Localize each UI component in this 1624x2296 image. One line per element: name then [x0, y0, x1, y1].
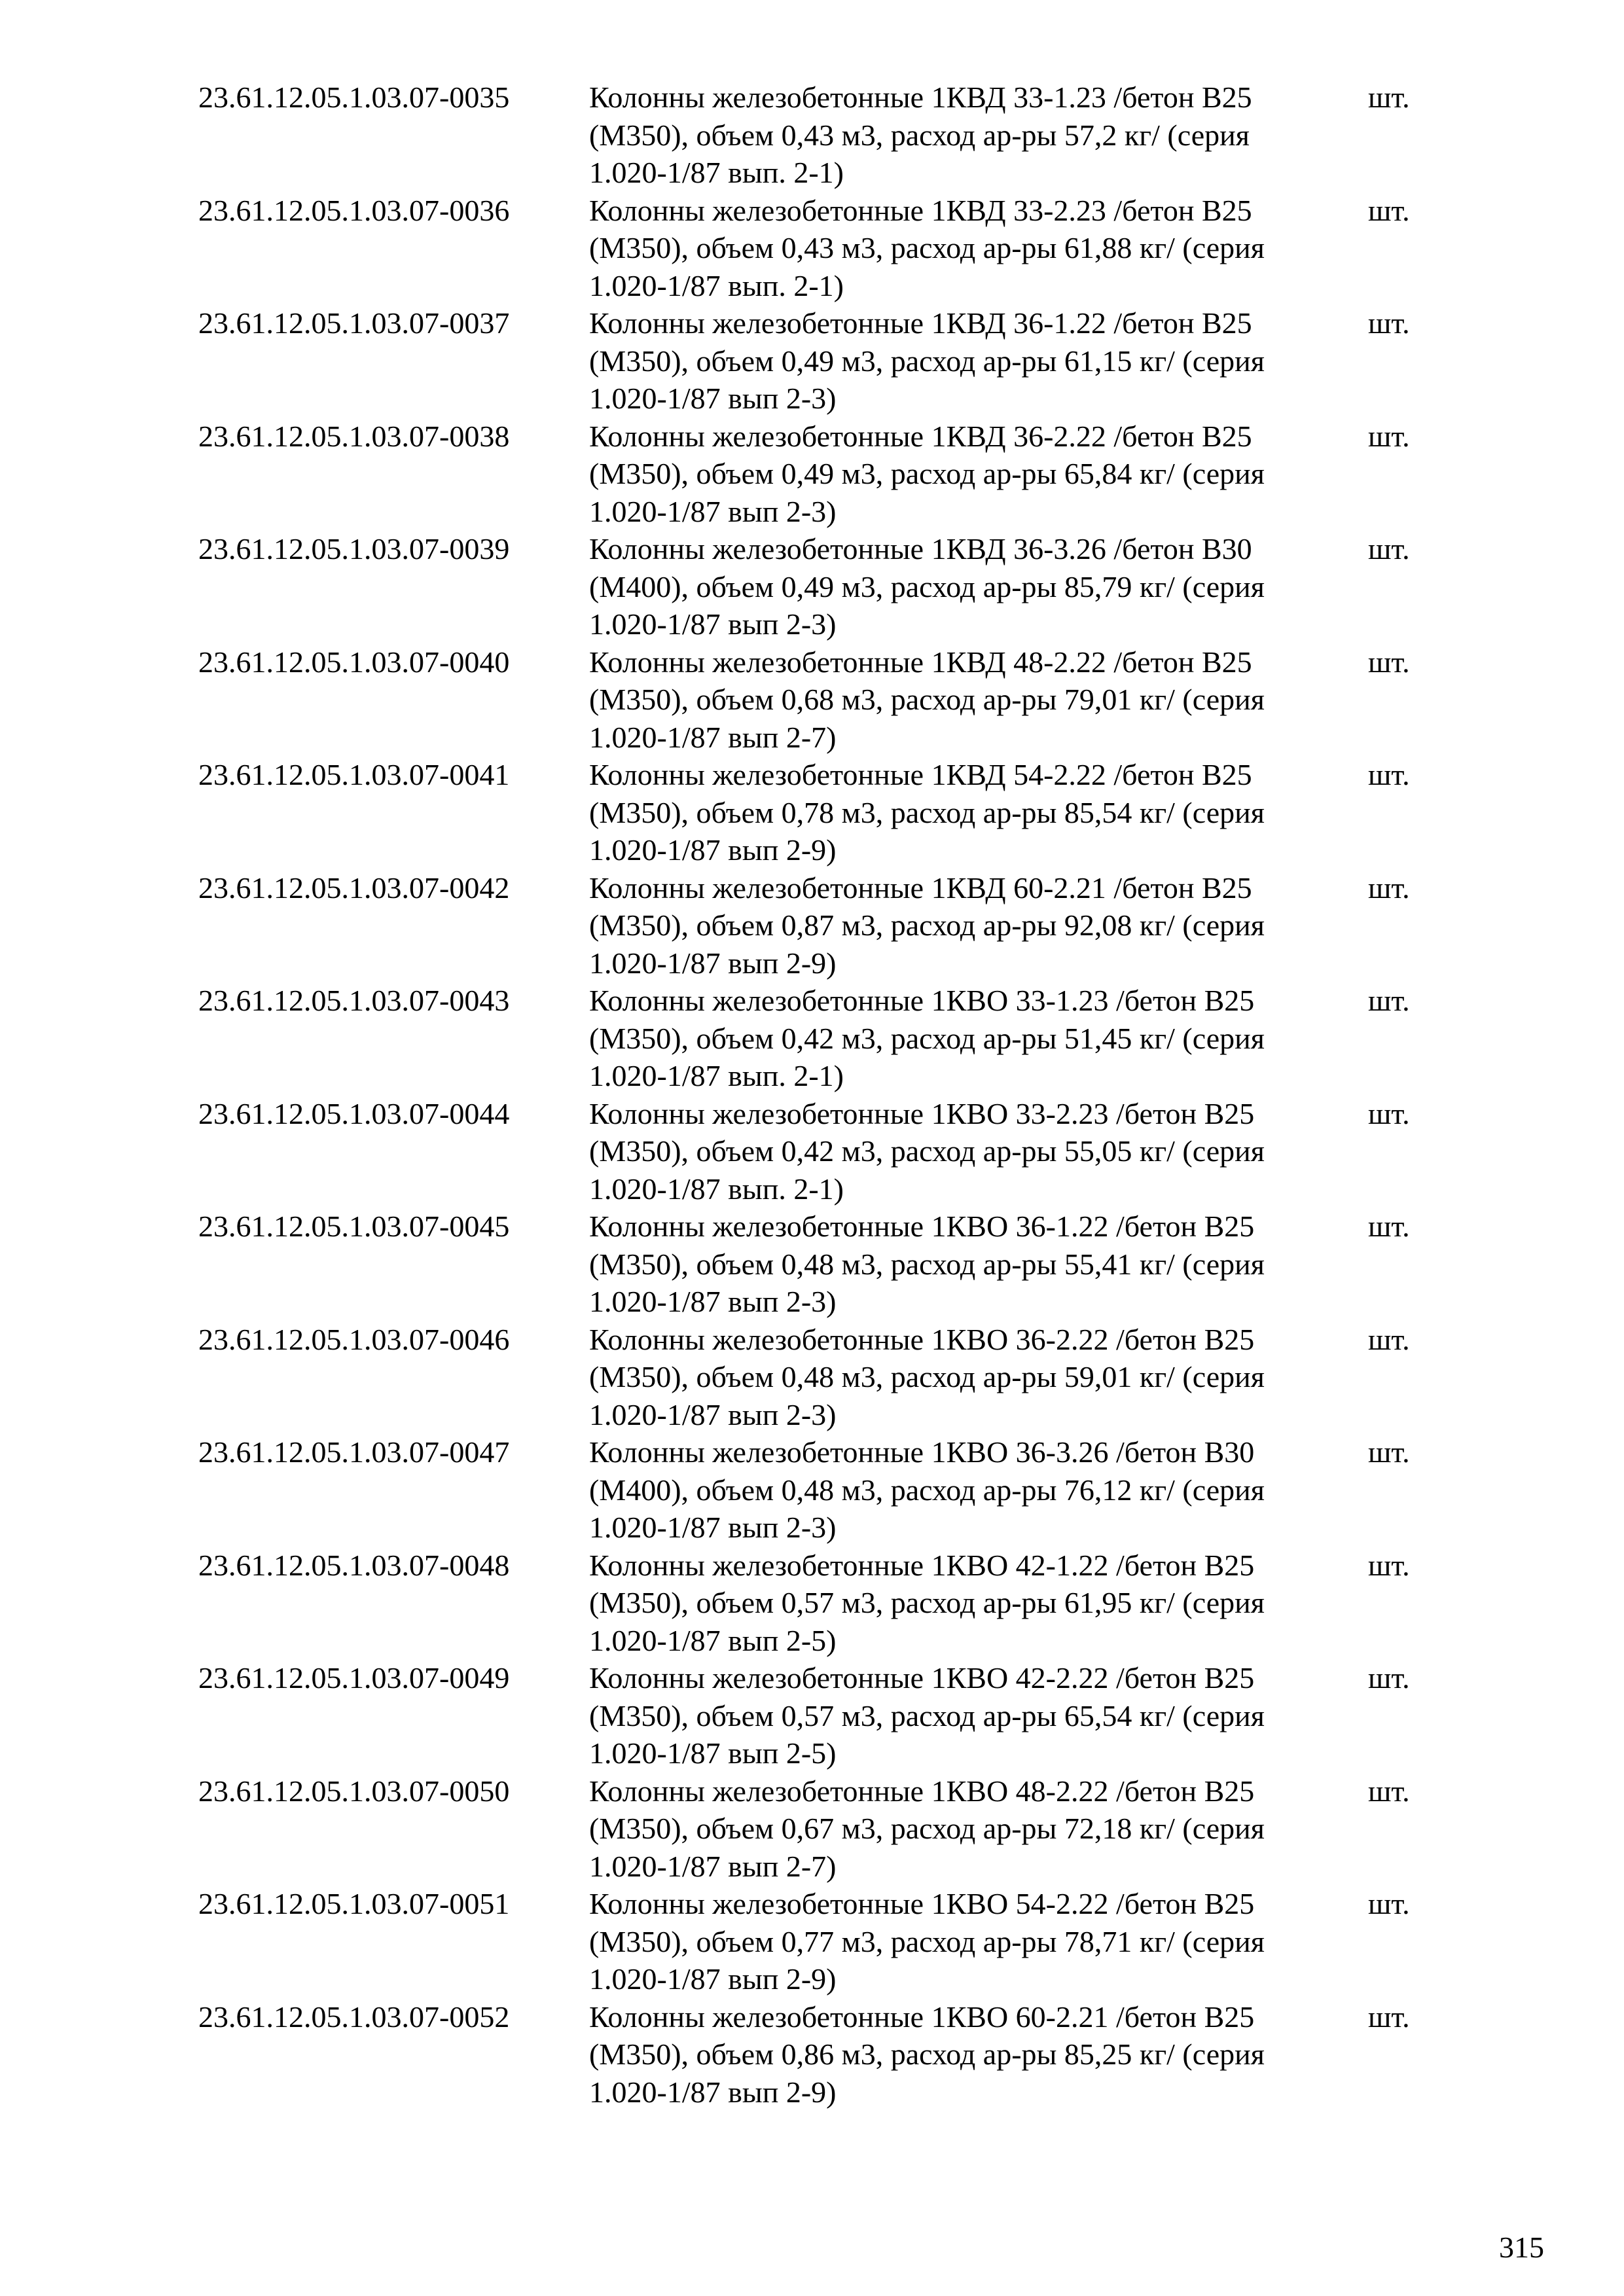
unit-of-measure: шт. [1368, 306, 1410, 340]
resource-description: Колонны железобетонные 1КВД 36-2.22 /бетон B25 (М350), объем 0,49 м3, расход ар-ры 65,84 кг/ (серия 1.020-1/87 вып 2-3) [589, 419, 1265, 528]
unit-of-measure: шт. [1368, 1322, 1410, 1356]
list-item [198, 1998, 1442, 2111]
list-item [198, 1095, 1442, 1208]
unit-of-measure: шт. [1368, 758, 1410, 791]
unit-of-measure: шт. [1368, 1435, 1410, 1469]
list-item [198, 1772, 1442, 1886]
list-item [198, 304, 1442, 418]
resource-description: Колонны железобетонные 1КВД 60-2.21 /бетон B25 (М350), объем 0,87 м3, расход ар-ры 92,08 кг/ (серия 1.020-1/87 вып 2-9) [589, 870, 1265, 980]
resource-code: 23.61.12.05.1.03.07-0051 [198, 1887, 510, 1920]
resource-code: 23.61.12.05.1.03.07-0046 [198, 1322, 510, 1356]
resource-code: 23.61.12.05.1.03.07-0047 [198, 1435, 510, 1469]
unit-of-measure: шт. [1368, 1887, 1410, 1920]
list-item [198, 1321, 1442, 1434]
resource-description: Колонны железобетонные 1КВО 48-2.22 /бетон B25 (М350), объем 0,67 м3, расход ар-ры 72,18 кг/ (серия 1.020-1/87 вып 2-7) [589, 1774, 1265, 1883]
resource-description: Колонны железобетонные 1КВД 36-1.22 /бетон B25 (М350), объем 0,49 м3, расход ар-ры 61,15 кг/ (серия 1.020-1/87 вып 2-3) [589, 306, 1265, 415]
list-item [198, 1433, 1442, 1547]
unit-of-measure: шт. [1368, 81, 1410, 114]
resource-code: 23.61.12.05.1.03.07-0036 [198, 193, 510, 227]
resource-description: Колонны железобетонные 1КВО 42-1.22 /бетон B25 (М350), объем 0,57 м3, расход ар-ры 61,95 кг/ (серия 1.020-1/87 вып 2-5) [589, 1548, 1265, 1657]
resource-description: Колонны железобетонные 1КВО 36-3.26 /бетон B30 (М400), объем 0,48 м3, расход ар-ры 76,12 кг/ (серия 1.020-1/87 вып 2-3) [589, 1435, 1265, 1544]
unit-of-measure: шт. [1368, 1096, 1410, 1130]
resource-description: Колонны железобетонные 1КВО 36-1.22 /бетон B25 (М350), объем 0,48 м3, расход ар-ры 55,41 кг/ (серия 1.020-1/87 вып 2-3) [589, 1210, 1265, 1318]
list-item [198, 192, 1442, 305]
price-list-entries [198, 79, 1442, 2111]
unit-of-measure: шт. [1368, 645, 1410, 679]
unit-of-measure: шт. [1368, 532, 1410, 565]
page-number: 315 [1499, 2231, 1544, 2264]
resource-code: 23.61.12.05.1.03.07-0037 [198, 306, 510, 340]
unit-of-measure: шт. [1368, 1548, 1410, 1582]
resource-code: 23.61.12.05.1.03.07-0045 [198, 1210, 510, 1243]
resource-description: Колонны железобетонные 1КВД 33-1.23 /бетон B25 (М350), объем 0,43 м3, расход ар-ры 57,2 кг/ (серия 1.020-1/87 вып. 2-1) [589, 81, 1252, 189]
unit-of-measure: шт. [1368, 1661, 1410, 1695]
resource-description: Колонны железобетонные 1КВД 36-3.26 /бетон B30 (М400), объем 0,49 м3, расход ар-ры 85,79 кг/ (серия 1.020-1/87 вып 2-3) [589, 532, 1265, 641]
unit-of-measure: шт. [1368, 870, 1410, 905]
resource-description: Колонны железобетонные 1КВД 54-2.22 /бетон B25 (М350), объем 0,78 м3, расход ар-ры 85,54 кг/ (серия 1.020-1/87 вып 2-9) [589, 758, 1265, 867]
resource-code: 23.61.12.05.1.03.07-0038 [198, 419, 510, 453]
list-item [198, 1659, 1442, 1772]
resource-description: Колонны железобетонные 1КВД 33-2.23 /бетон B25 (М350), объем 0,43 м3, расход ар-ры 61,88 кг/ (серия 1.020-1/87 вып. 2-1) [589, 193, 1265, 302]
resource-code: 23.61.12.05.1.03.07-0035 [198, 81, 510, 114]
resource-code: 23.61.12.05.1.03.07-0041 [198, 758, 510, 791]
resource-code: 23.61.12.05.1.03.07-0052 [198, 2000, 510, 2034]
unit-of-measure: шт. [1368, 2000, 1410, 2034]
resource-code: 23.61.12.05.1.03.07-0040 [198, 645, 510, 679]
resource-code: 23.61.12.05.1.03.07-0048 [198, 1548, 510, 1582]
resource-description: Колонны железобетонные 1КВД 48-2.22 /бетон B25 (М350), объем 0,68 м3, расход ар-ры 79,01 кг/ (серия 1.020-1/87 вып 2-7) [589, 645, 1265, 754]
list-item [198, 869, 1442, 982]
unit-of-measure: шт. [1368, 419, 1410, 453]
resource-description: Колонны железобетонные 1КВО 60-2.21 /бетон B25 (М350), объем 0,86 м3, расход ар-ры 85,25 кг/ (серия 1.020-1/87 вып 2-9) [589, 2000, 1265, 2109]
list-item [198, 1885, 1442, 1998]
unit-of-measure: шт. [1368, 984, 1410, 1017]
resource-description: Колонны железобетонные 1КВО 33-2.23 /бетон B25 (М350), объем 0,42 м3, расход ар-ры 55,05 кг/ (серия 1.020-1/87 вып. 2-1) [589, 1096, 1265, 1206]
resource-description: Колонны железобетонные 1КВО 33-1.23 /бетон B25 (М350), объем 0,42 м3, расход ар-ры 51,45 кг/ (серия 1.020-1/87 вып. 2-1) [589, 984, 1265, 1092]
list-item [198, 530, 1442, 643]
resource-code: 23.61.12.05.1.03.07-0050 [198, 1774, 510, 1808]
resource-code: 23.61.12.05.1.03.07-0043 [198, 984, 510, 1017]
unit-of-measure: шт. [1368, 1774, 1410, 1808]
resource-description: Колонны железобетонные 1КВО 36-2.22 /бетон B25 (М350), объем 0,48 м3, расход ар-ры 59,01 кг/ (серия 1.020-1/87 вып 2-3) [589, 1322, 1265, 1431]
list-item [198, 643, 1442, 757]
list-item [198, 982, 1442, 1095]
resource-code: 23.61.12.05.1.03.07-0044 [198, 1096, 510, 1130]
list-item [198, 756, 1442, 869]
unit-of-measure: шт. [1368, 1210, 1410, 1243]
list-item [198, 418, 1442, 531]
list-item [198, 1208, 1442, 1321]
resource-description: Колонны железобетонные 1КВО 42-2.22 /бетон B25 (М350), объем 0,57 м3, расход ар-ры 65,54 кг/ (серия 1.020-1/87 вып 2-5) [589, 1661, 1265, 1770]
list-item [198, 79, 1442, 192]
unit-of-measure: шт. [1368, 193, 1410, 227]
resource-code: 23.61.12.05.1.03.07-0049 [198, 1661, 510, 1695]
resource-code: 23.61.12.05.1.03.07-0042 [198, 870, 510, 905]
list-item [198, 1547, 1442, 1660]
resource-code: 23.61.12.05.1.03.07-0039 [198, 532, 510, 565]
resource-description: Колонны железобетонные 1КВО 54-2.22 /бетон B25 (М350), объем 0,77 м3, расход ар-ры 78,71 кг/ (серия 1.020-1/87 вып 2-9) [589, 1887, 1265, 1996]
